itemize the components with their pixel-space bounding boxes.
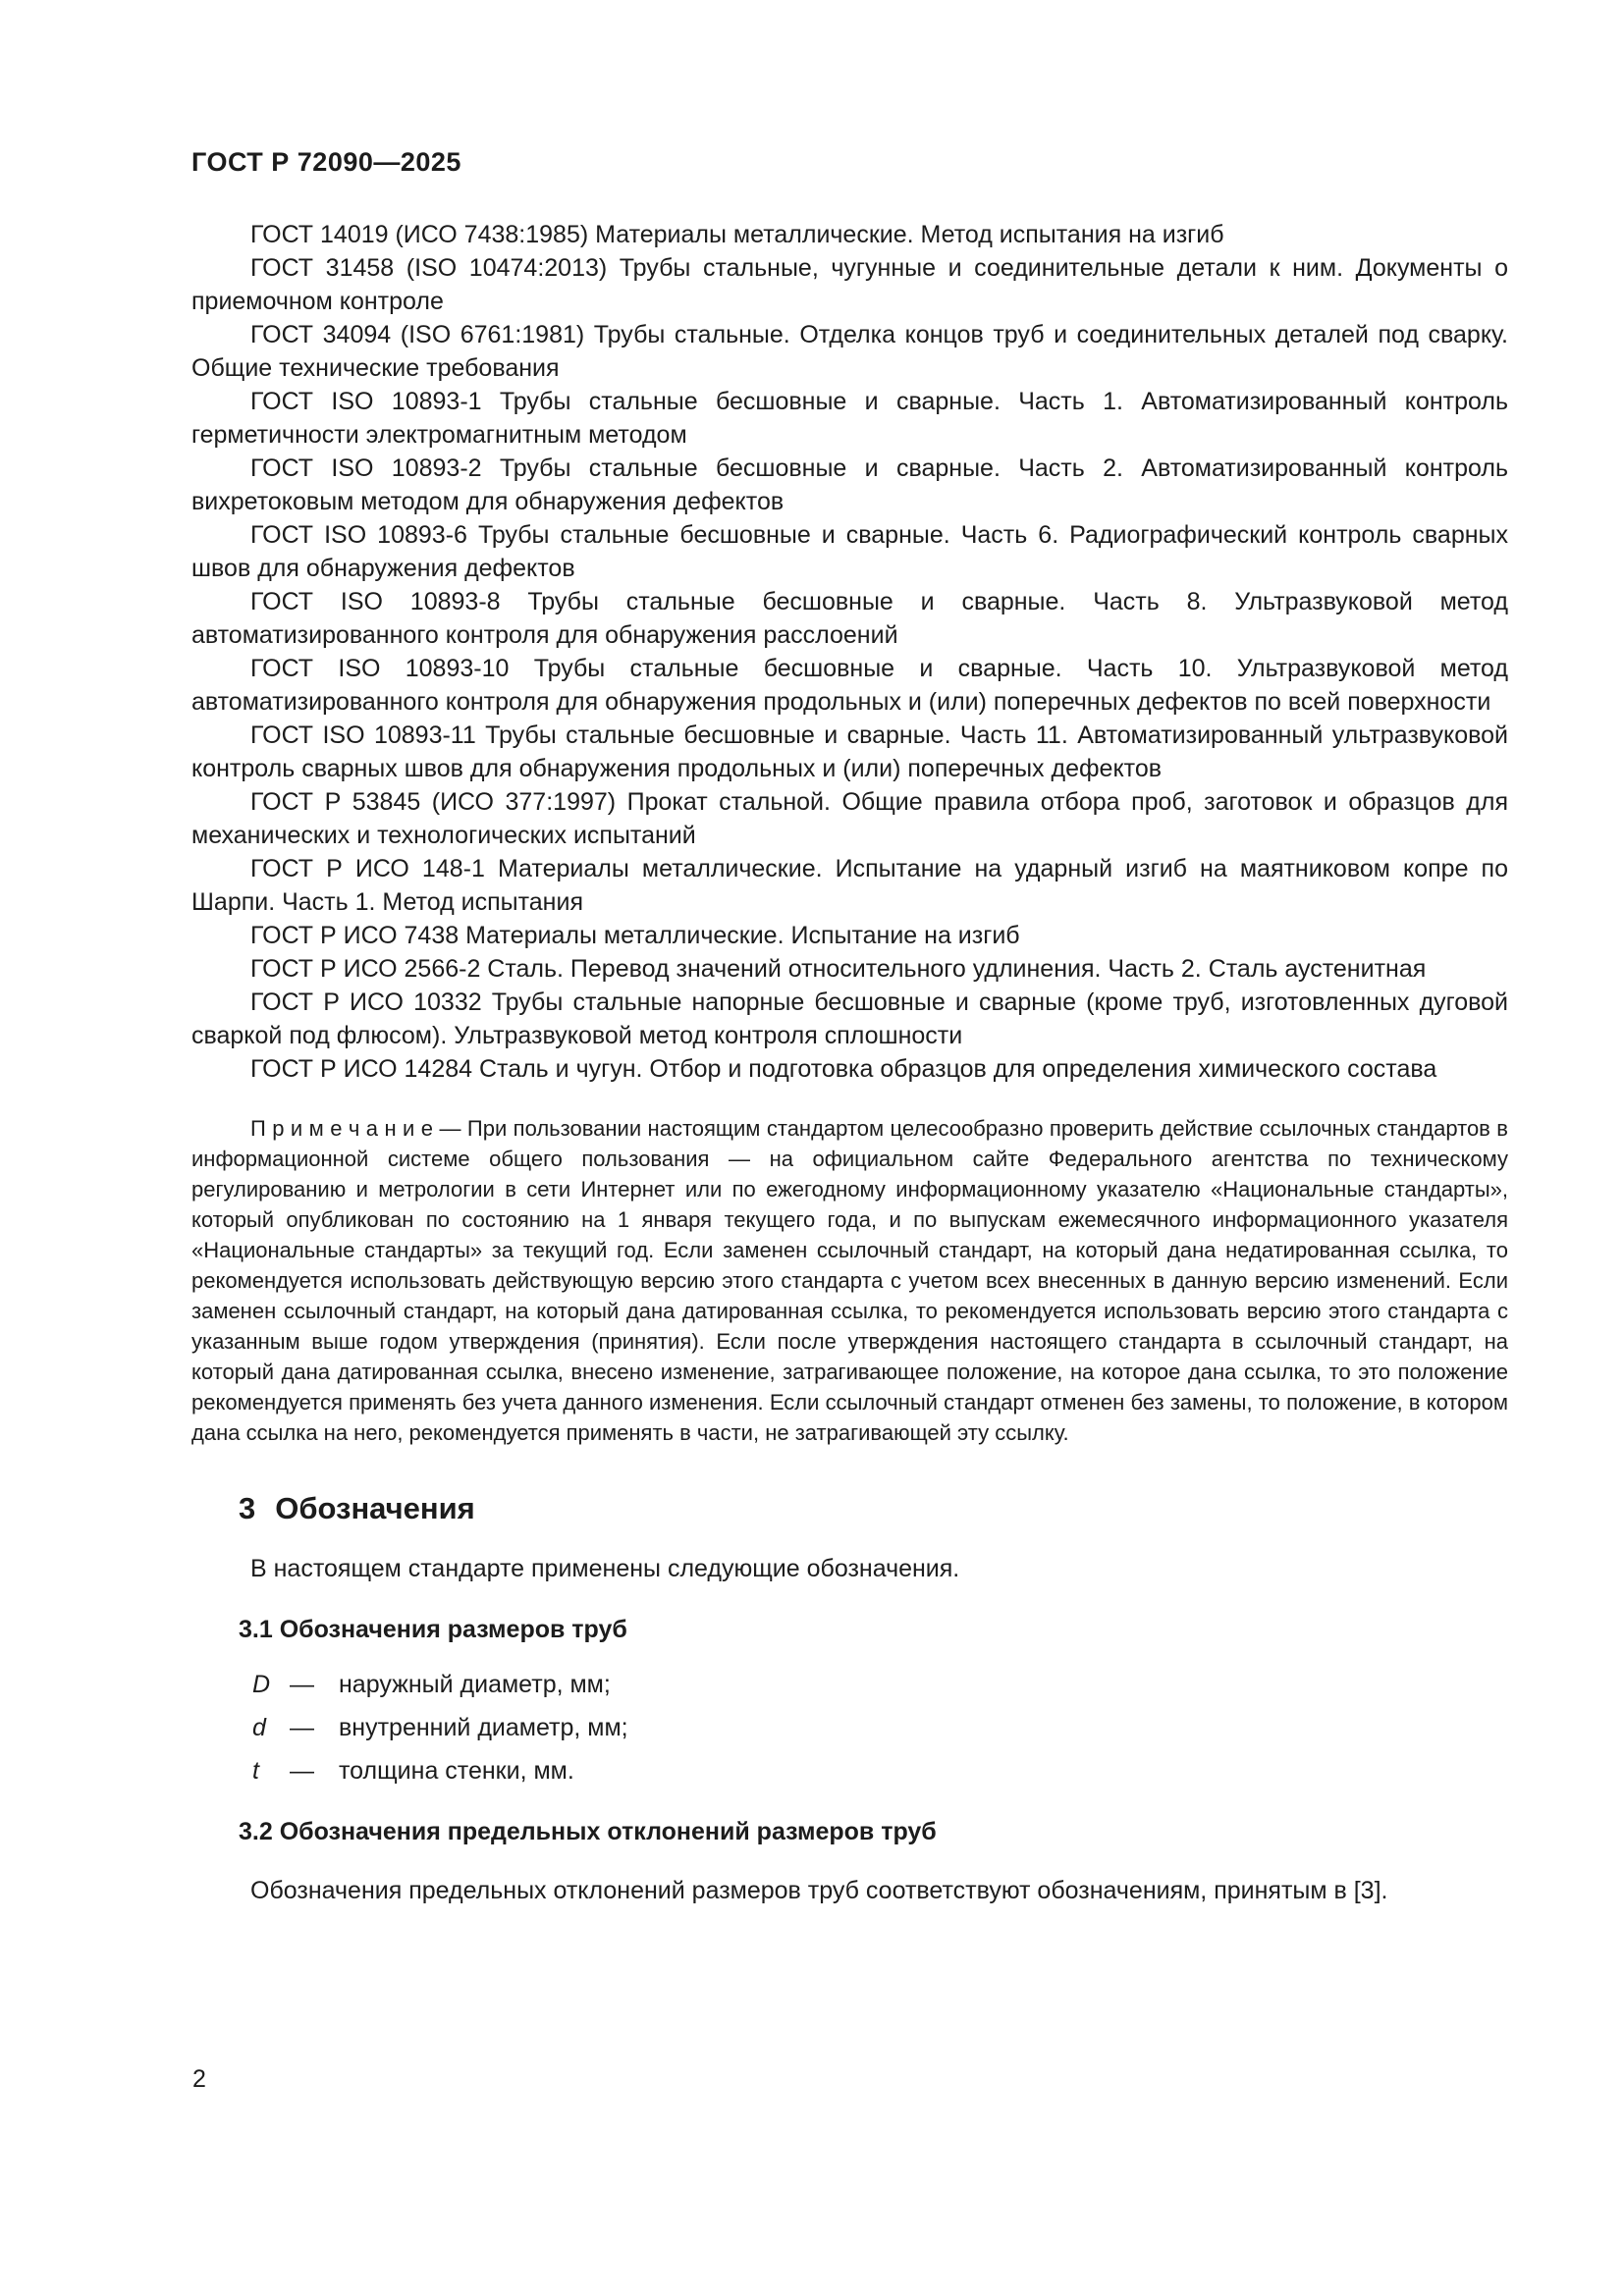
definition-row — [191, 1668, 1508, 1701]
reference-item: ГОСТ ISO 10893-10 Трубы стальные бесшовные и сварные. Часть 10. Ультразвуковой метод автоматизированного контроля для обнаружения продольных и (или) поперечных дефектов по всей поверхности — [191, 655, 1508, 716]
definition-dash: — — [290, 1757, 314, 1785]
section-3-number: 3 — [239, 1491, 256, 1525]
reference-item: ГОСТ 34094 (ISO 6761:1981) Трубы стальные. Отделка концов труб и соединительных деталей под сварку. Общие технические требования — [191, 321, 1508, 382]
section-3-heading — [191, 1491, 1508, 1526]
definition-row — [191, 1711, 1508, 1744]
definition-text: наружный диаметр, мм; — [339, 1671, 611, 1698]
reference-item: ГОСТ Р ИСО 2566-2 Сталь. Перевод значений относительного удлинения. Часть 2. Сталь аустенитная — [250, 955, 1427, 983]
reference-item: ГОСТ ISO 10893-1 Трубы стальные бесшовные и сварные. Часть 1. Автоматизированный контроль герметичности электромагнитным методом — [191, 388, 1508, 449]
definitions-list — [191, 1668, 1508, 1788]
definition-symbol: D — [252, 1671, 271, 1698]
reference-item: ГОСТ Р ИСО 148-1 Материалы металлические. Испытание на ударный изгиб на маятниковом копре по Шарпи. Часть 1. Метод испытания — [191, 855, 1508, 916]
subsection-3-1-heading: 3.1 Обозначения размеров труб — [239, 1616, 627, 1643]
reference-item: ГОСТ ISO 10893-11 Трубы стальные бесшовные и сварные. Часть 11. Автоматизированный ультразвуковой контроль сварных швов для обнаружения продольных и (или) поперечных дефектов — [191, 721, 1508, 782]
references-list — [191, 218, 1508, 1086]
reference-item: ГОСТ Р ИСО 10332 Трубы стальные напорные бесшовные и сварные (кроме труб, изготовленных дуговой сваркой под флюсом). Ультразвуковой метод контроля сплошности — [191, 988, 1508, 1049]
definition-text: внутренний диаметр, мм; — [339, 1714, 628, 1741]
definition-symbol: d — [252, 1714, 266, 1741]
subsection-3-2-body: Обозначения предельных отклонений размеров труб соответствуют обозначениям, принятым в [3]. — [250, 1877, 1388, 1904]
reference-item: ГОСТ ISO 10893-8 Трубы стальные бесшовные и сварные. Часть 8. Ультразвуковой метод автоматизированного контроля для обнаружения расслоений — [191, 588, 1508, 649]
reference-item: ГОСТ ISO 10893-2 Трубы стальные бесшовные и сварные. Часть 2. Автоматизированный контроль вихретоковым методом для обнаружения дефектов — [191, 454, 1508, 515]
reference-item: ГОСТ Р ИСО 7438 Материалы металлические. Испытание на изгиб — [250, 922, 1020, 949]
document-header: ГОСТ Р 72090—2025 — [191, 147, 461, 177]
reference-item: ГОСТ 14019 (ИСО 7438:1985) Материалы металлические. Метод испытания на изгиб — [250, 221, 1224, 248]
definition-row — [191, 1754, 1508, 1788]
reference-item: ГОСТ 31458 (ISO 10474:2013) Трубы стальные, чугунные и соединительные детали к ним. Документы о приемочном контроле — [191, 254, 1508, 315]
page-content — [191, 218, 1508, 1907]
definition-text: толщина стенки, мм. — [339, 1757, 574, 1785]
definition-symbol: t — [252, 1757, 259, 1785]
reference-item: ГОСТ Р ИСО 14284 Сталь и чугун. Отбор и подготовка образцов для определения химического состава — [250, 1055, 1437, 1083]
definition-dash: — — [290, 1671, 314, 1698]
subsection-3-2-heading: 3.2 Обозначения предельных отклонений размеров труб — [239, 1818, 937, 1845]
reference-item: ГОСТ Р 53845 (ИСО 377:1997) Прокат стальной. Общие правила отбора проб, заготовок и образцов для механических и технологических испытаний — [191, 788, 1508, 849]
section-3-intro: В настоящем стандарте применены следующие обозначения. — [250, 1555, 960, 1582]
section-3-title: Обозначения — [275, 1491, 475, 1525]
note-paragraph: П р и м е ч а н и е — При пользовании настоящим стандартом целесообразно проверить действие ссылочных стандартов в информационной системе общего пользования — на официальном сайте Федерального агентства по техническому регулированию и метрологии в сети Интернет или по ежегодному информационному указателю «Национальные стандарты», который опубликован по состоянию на 1 января текущего года, и по выпускам ежемесячного информационного указателя «Национальные стандарты» за текущий год. Если заменен ссылочный стандарт, на который дана недатированная ссылка, то рекомендуется использовать действующую версию этого стандарта с учетом всех внесенных в данную версию изменений. Если заменен ссылочный стандарт, на который дана датированная ссылка, то рекомендуется использовать версию этого стандарта с указанным выше годом утверждения (принятия). Если после утверждения настоящего стандарта в ссылочный стандарт, на который дана датированная ссылка, внесено изменение, затрагивающее положение, на которое дана ссылка, то это положение рекомендуется применять без учета данного изменения. Если ссылочный стандарт отменен без замены, то положение, в котором дана ссылка на него, рекомендуется применять в части, не затрагивающей эту ссылку. — [191, 1116, 1508, 1445]
page-number: 2 — [192, 2065, 206, 2093]
definition-dash: — — [290, 1714, 314, 1741]
reference-item: ГОСТ ISO 10893-6 Трубы стальные бесшовные и сварные. Часть 6. Радиографический контроль сварных швов для обнаружения дефектов — [191, 521, 1508, 582]
